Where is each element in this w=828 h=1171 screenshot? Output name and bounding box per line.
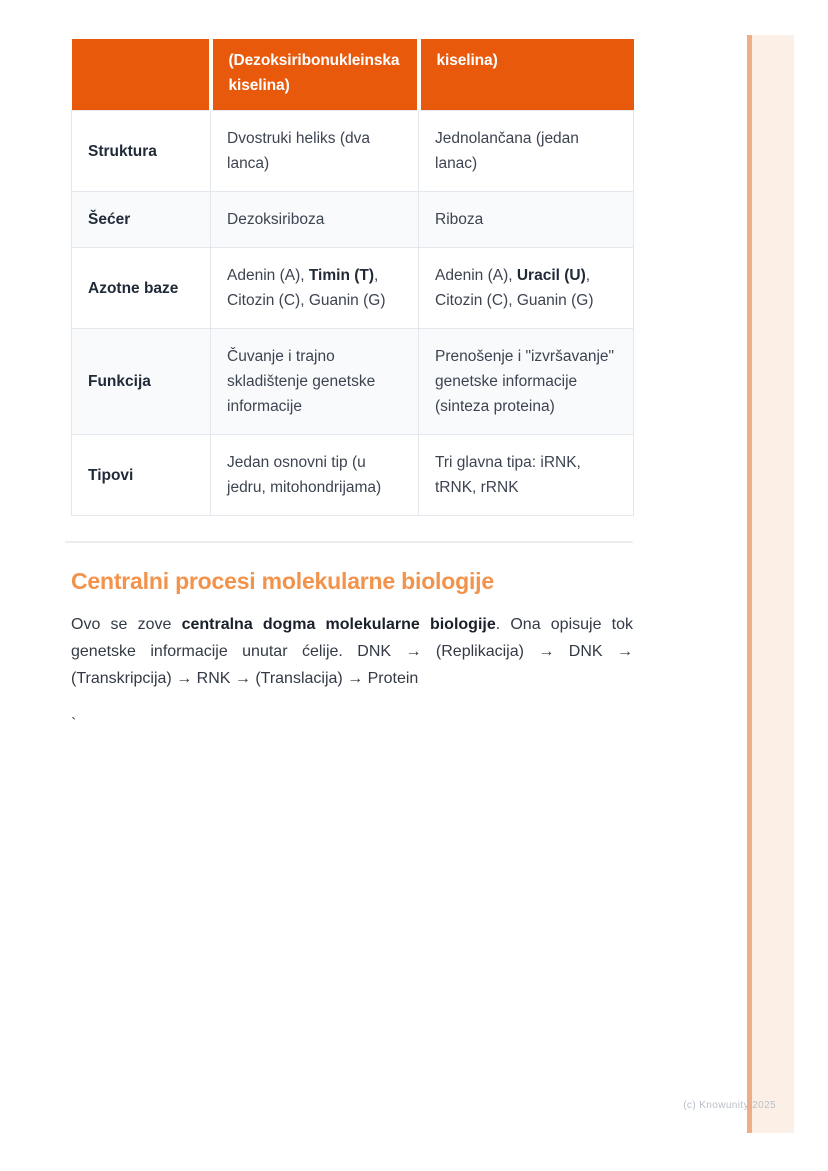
table-row	[72, 248, 634, 329]
header-cell-rnk: kiselina)	[419, 39, 634, 111]
row-label: Struktura	[72, 111, 211, 192]
cell-dnk: Čuvanje i trajno skladištenje genetske informacije	[211, 329, 419, 435]
cell-dnk: Jedan osnovni tip (u jedru, mitohondrijama)	[211, 435, 419, 516]
cell-dnk: Dezoksiriboza	[211, 192, 419, 248]
body-paragraph: Ovo se zove centralna dogma molekularne biologije. Ona opisuje tok genetske informacije unutar ćelije. DNK → (Replikacija) → DNK → (Transkripcija) → RNK → (Translacija) → Protein	[71, 616, 634, 687]
row-label: Azotne baze	[72, 248, 211, 329]
copyright-notice: (c) Knowunity 2025	[683, 1100, 776, 1111]
section-divider	[65, 541, 633, 543]
table-row	[72, 435, 634, 516]
cell-rnk: Tri glavna tipa: iRNK, tRNK, rRNK	[419, 435, 634, 516]
header-cell-empty	[72, 39, 211, 111]
cell-rnk: Adenin (A), Uracil (U), Citozin (C), Guanin (G)	[419, 248, 634, 329]
row-label: Funkcija	[72, 329, 211, 435]
page-content	[71, 39, 633, 735]
cell-rnk: Prenošenje i "izvršavanje" genetske informacije (sinteza proteina)	[419, 329, 634, 435]
accent-stripe	[747, 35, 794, 1133]
table-row	[72, 192, 634, 248]
dnk-rnk-comparison-table	[71, 39, 634, 516]
row-label: Tipovi	[72, 435, 211, 516]
section-heading: Centralni procesi molekularne biologije	[71, 568, 494, 594]
header-cell-dnk: (Dezoksiribonukleinska kiselina)	[211, 39, 419, 111]
cell-dnk: Dvostruki heliks (dva lanca)	[211, 111, 419, 192]
cell-dnk: Adenin (A), Timin (T), Citozin (C), Guanin (G)	[211, 248, 419, 329]
cell-rnk: Riboza	[419, 192, 634, 248]
table-header-row	[72, 39, 634, 111]
row-label: Šećer	[72, 192, 211, 248]
stray-backtick: `	[71, 716, 77, 733]
table-row	[72, 111, 634, 192]
cell-rnk: Jednolančana (jedan lanac)	[419, 111, 634, 192]
table-row	[72, 329, 634, 435]
